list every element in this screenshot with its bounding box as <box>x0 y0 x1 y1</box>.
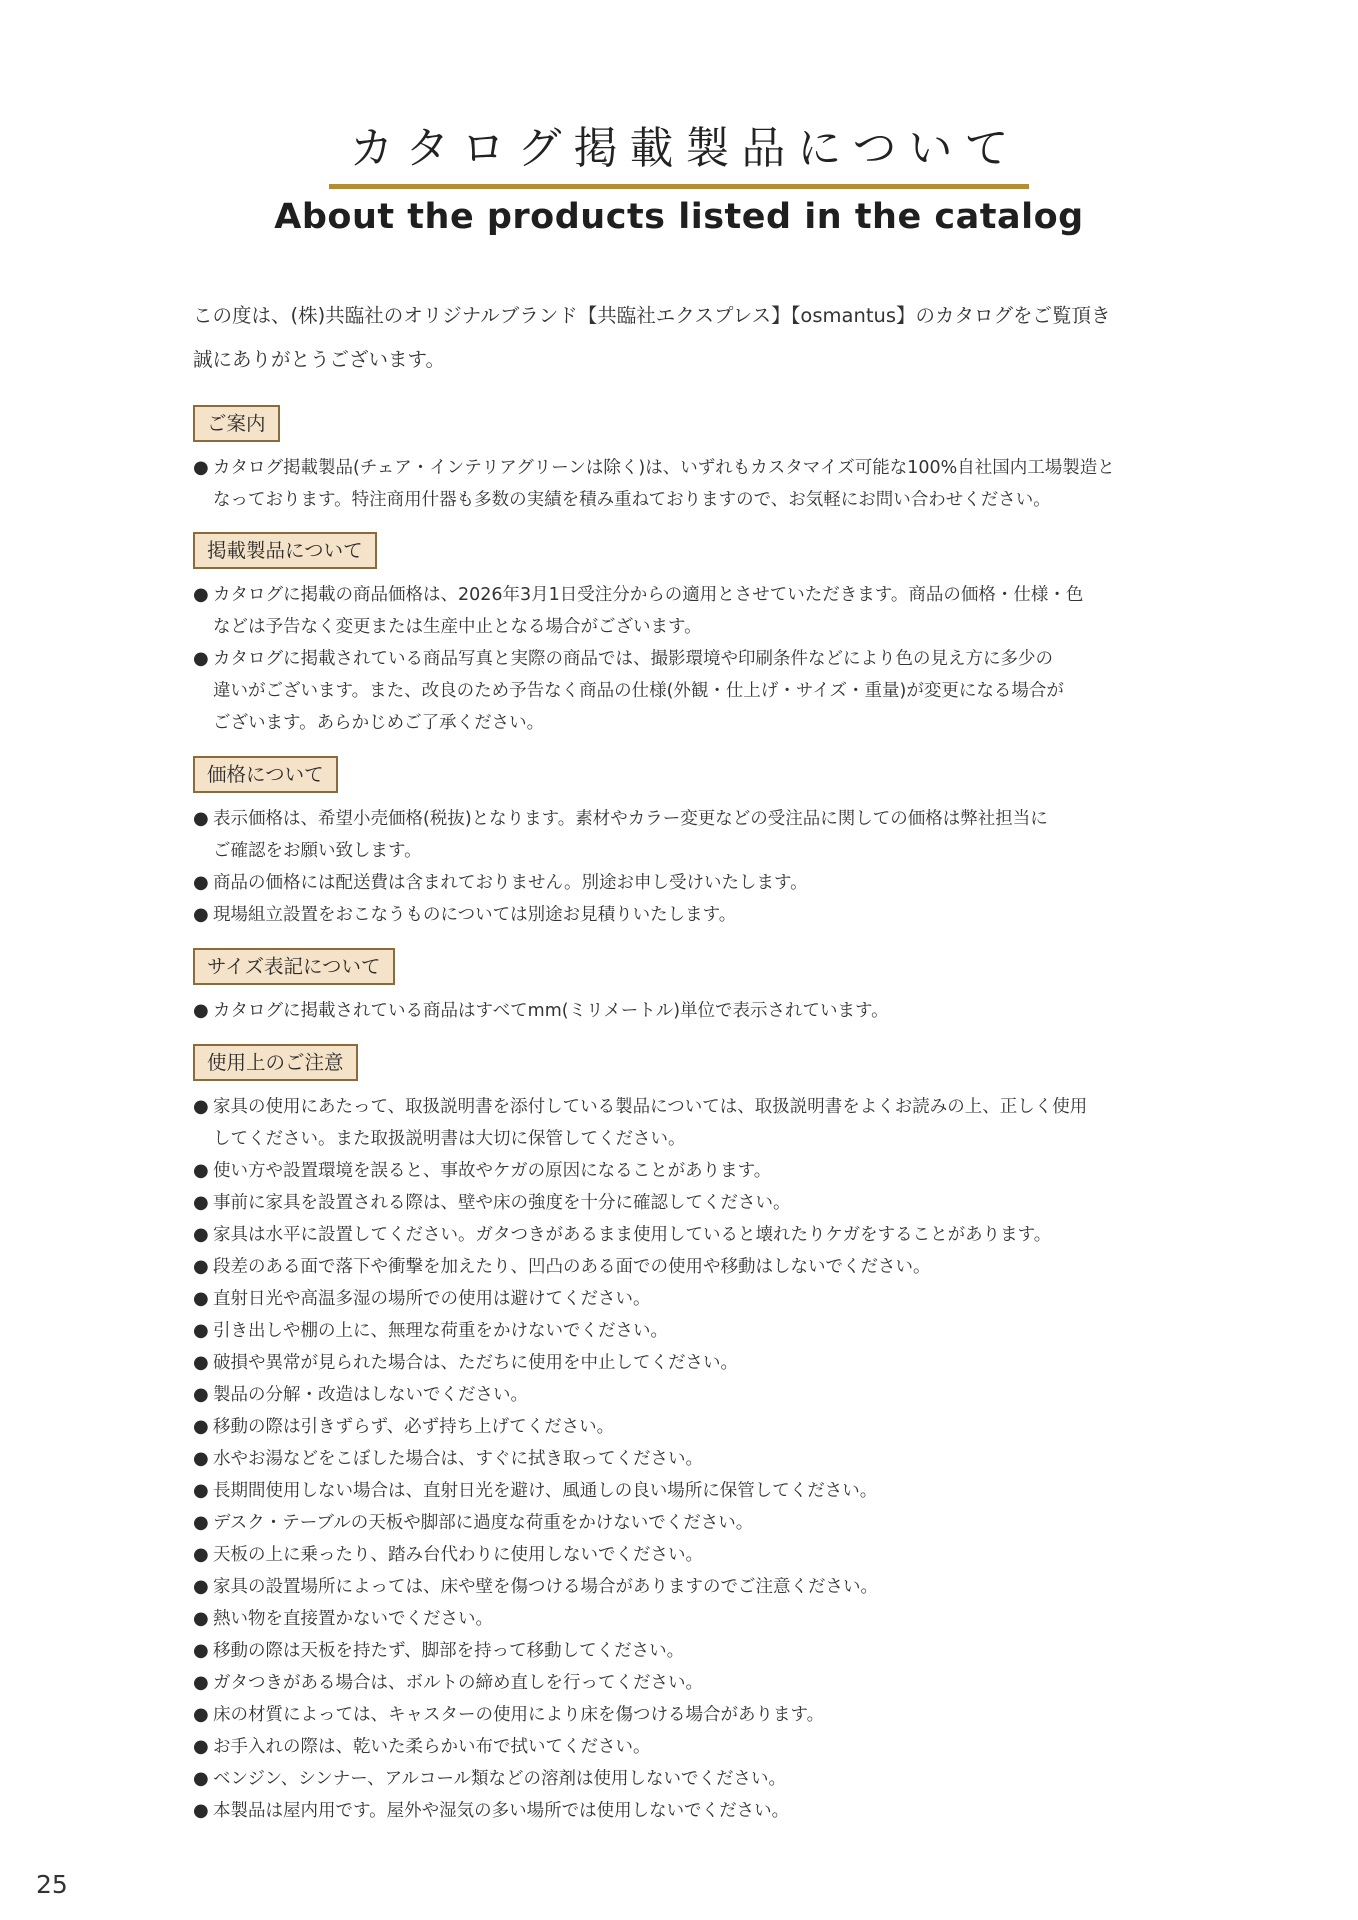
bullet-list <box>193 452 1223 516</box>
page-title-en: About the products listed in the catalog <box>274 197 1084 237</box>
title-block <box>0 120 1358 237</box>
bullet-list <box>193 579 1223 739</box>
section-usage-precautions <box>193 1044 1223 1827</box>
list-item: ● 家具は水平に設置してください。ガタつきがあるまま使用していると壊れたりケガをすることがあります。 <box>193 1219 1223 1251</box>
section-label: 使用上のご注意 <box>193 1044 358 1081</box>
list-item: ● お手入れの際は、乾いた柔らかい布で拭いてください。 <box>193 1731 1223 1763</box>
list-item: ● 使い方や設置環境を誤ると、事故やケガの原因になることがあります。 <box>193 1155 1223 1187</box>
section-price <box>193 756 1223 931</box>
page-number: 25 <box>36 1870 68 1899</box>
list-item: ● 熱い物を直接置かないでください。 <box>193 1603 1223 1635</box>
list-item: ● 事前に家具を設置される際は、壁や床の強度を十分に確認してください。 <box>193 1187 1223 1219</box>
list-item: ● 長期間使用しない場合は、直射日光を避け、風通しの良い場所に保管してください。 <box>193 1475 1223 1507</box>
list-item: ● ガタつきがある場合は、ボルトの締め直しを行ってください。 <box>193 1667 1223 1699</box>
list-item: ● 引き出しや棚の上に、無理な荷重をかけないでください。 <box>193 1315 1223 1347</box>
intro-paragraph: この度は、(株)共臨社のオリジナルブランド【共臨社エクスプレス】【osmantus】のカタログをご覧頂き 誠にありがとうございます。 <box>193 304 1111 371</box>
section-guide <box>193 405 1223 516</box>
section-size <box>193 948 1223 1027</box>
list-item: ● カタログに掲載されている商品写真と実際の商品では、撮影環境や印刷条件などにより色の見え方に多少の 違いがございます。また、改良のため予告なく商品の仕様(外観・仕上げ・サイズ・重量)が変更になる場合が ございます。あらかじめご了承ください。 <box>193 643 1223 739</box>
list-item: ● 移動の際は引きずらず、必ず持ち上げてください。 <box>193 1411 1223 1443</box>
list-item: ● 段差のある面で落下や衝撃を加えたり、凹凸のある面での使用や移動はしないでください。 <box>193 1251 1223 1283</box>
bullet-list <box>193 803 1223 931</box>
list-item: ● 現場組立設置をおこなうものについては別途お見積りいたします。 <box>193 899 1223 931</box>
list-item: ● デスク・テーブルの天板や脚部に過度な荷重をかけないでください。 <box>193 1507 1223 1539</box>
list-item: ● 家具の使用にあたって、取扱説明書を添付している製品については、取扱説明書をよくお読みの上、正しく使用 してください。また取扱説明書は大切に保管してください。 <box>193 1091 1223 1155</box>
list-item: ● 床の材質によっては、キャスターの使用により床を傷つける場合があります。 <box>193 1699 1223 1731</box>
section-label: ご案内 <box>193 405 280 442</box>
list-item: ● カタログ掲載製品(チェア・インテリアグリーンは除く)は、いずれもカスタマイズ可能な100%自社国内工場製造と なっております。特注商用什器も多数の実績を積み重ねておりますので、お気軽にお問い合わせください。 <box>193 452 1223 516</box>
section-listed-products <box>193 532 1223 739</box>
bullet-list <box>193 1091 1223 1827</box>
page-title-ja: カタログ掲載製品について <box>329 120 1028 189</box>
list-item: ● ベンジン、シンナー、アルコール類などの溶剤は使用しないでください。 <box>193 1763 1223 1795</box>
list-item: ● 天板の上に乗ったり、踏み台代わりに使用しないでください。 <box>193 1539 1223 1571</box>
list-item: ● 製品の分解・改造はしないでください。 <box>193 1379 1223 1411</box>
section-label: 価格について <box>193 756 338 793</box>
list-item: ● 移動の際は天板を持たず、脚部を持って移動してください。 <box>193 1635 1223 1667</box>
list-item: ● 本製品は屋内用です。屋外や湿気の多い場所では使用しないでください。 <box>193 1795 1223 1827</box>
list-item: ● 家具の設置場所によっては、床や壁を傷つける場合がありますのでご注意ください。 <box>193 1571 1223 1603</box>
list-item: ● カタログに掲載されている商品はすべてmm(ミリメートル)単位で表示されています。 <box>193 995 1223 1027</box>
list-item: ● 破損や異常が見られた場合は、ただちに使用を中止してください。 <box>193 1347 1223 1379</box>
list-item: ● 直射日光や高温多湿の場所での使用は避けてください。 <box>193 1283 1223 1315</box>
section-label: サイズ表記について <box>193 948 395 985</box>
list-item: ● 商品の価格には配送費は含まれておりません。別途お申し受けいたします。 <box>193 867 1223 899</box>
list-item: ● 表示価格は、希望小売価格(税抜)となります。素材やカラー変更などの受注品に関しての価格は弊社担当に ご確認をお願い致します。 <box>193 803 1223 867</box>
bullet-list <box>193 995 1223 1027</box>
list-item: ● カタログに掲載の商品価格は、2026年3月1日受注分からの適用とさせていただきます。商品の価格・仕様・色 などは予告なく変更または生産中止となる場合がございます。 <box>193 579 1223 643</box>
list-item: ● 水やお湯などをこぼした場合は、すぐに拭き取ってください。 <box>193 1443 1223 1475</box>
section-label: 掲載製品について <box>193 532 377 569</box>
